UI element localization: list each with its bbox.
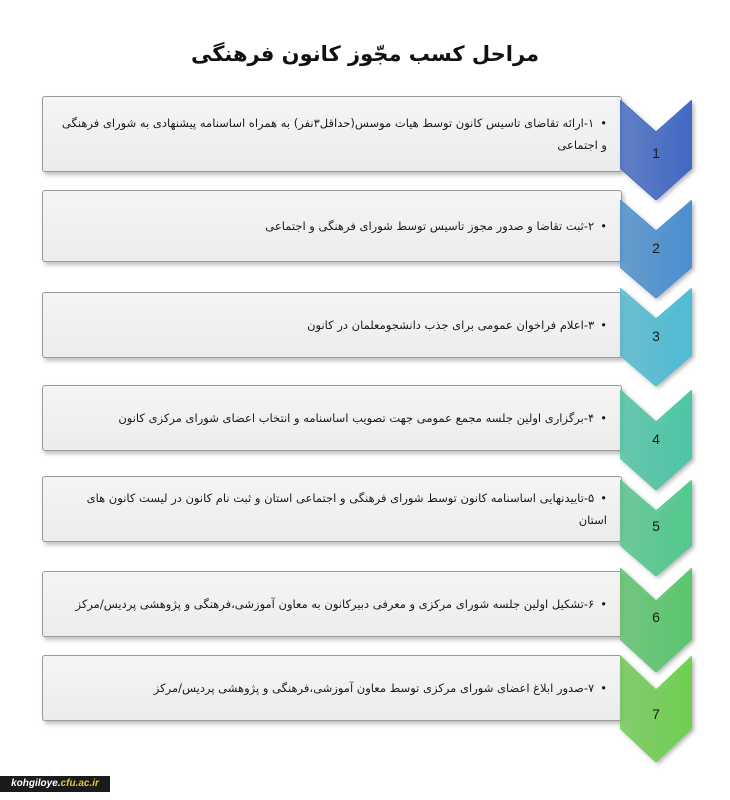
step-chevron-2 — [620, 200, 692, 298]
step-number: 3 — [652, 328, 660, 344]
step-text — [57, 677, 607, 699]
page-title: مراحل کسب مجّوز کانون فرهنگی — [190, 42, 540, 66]
step-box-7 — [42, 655, 622, 721]
step-box-1 — [42, 96, 622, 172]
step-box-6 — [42, 571, 622, 637]
step-number: 1 — [652, 145, 660, 161]
step-box-2 — [42, 190, 622, 262]
step-chevron-7 — [620, 656, 692, 762]
step-number: 5 — [652, 518, 660, 534]
bullet-icon: • — [600, 411, 607, 425]
bullet-icon: • — [600, 318, 607, 332]
step-text — [57, 314, 607, 336]
step-label: ۶-تشکیل اولین جلسه شورای مرکزی و معرفی دبیرکانون به معاون آموزشی،فرهنگی و پژوهشی پردیس/مرکز — [75, 597, 595, 611]
step-label: ۵-تاییدنهایی اساسنامه کانون توسط شورای فرهنگی و اجتماعی استان و ثبت نام کانون در لیست کانون های استان — [86, 491, 607, 527]
step-label: ۳-اعلام فراخوان عمومی برای جذب دانشجومعلمان در کانون — [307, 318, 595, 332]
step-chevron-1 — [620, 100, 692, 200]
bullet-icon: • — [600, 597, 607, 611]
step-number: 7 — [652, 706, 660, 722]
bullet-icon: • — [600, 491, 607, 505]
step-chevron-4 — [620, 390, 692, 490]
step-text — [57, 215, 607, 237]
step-text — [57, 487, 607, 531]
step-box-4 — [42, 385, 622, 451]
step-label: ۷-صدور ابلاغ اعضای شورای مرکزی توسط معاون آموزشی،فرهنگی و پژوهشی پردیس/مرکز — [153, 681, 595, 695]
step-box-3 — [42, 292, 622, 358]
step-label: ۱-ارائه تقاضای تاسیس کانون توسط هیات موسس(حداقل۳نفر) به همراه اساسنامه پیشنهادی به شورای فرهنگی و اجتماعی — [61, 116, 607, 152]
step-text — [57, 407, 607, 429]
step-text — [57, 112, 607, 156]
site-watermark: kohgiloye.cfu.ac.ir — [0, 776, 110, 792]
bullet-icon: • — [600, 681, 607, 695]
step-number: 6 — [652, 609, 660, 625]
step-chevron-5 — [620, 480, 692, 576]
bullet-icon: • — [600, 219, 607, 233]
step-chevron-3 — [620, 288, 692, 386]
step-box-5 — [42, 476, 622, 542]
bullet-icon: • — [600, 116, 607, 130]
step-number: 2 — [652, 240, 660, 256]
step-label: ۴-برگزاری اولین جلسه مجمع عمومی جهت تصویب اساسنامه و انتخاب اعضای شورای مرکزی کانون — [118, 411, 595, 425]
step-text — [57, 593, 607, 615]
step-label: ۲-ثبت تقاضا و صدور مجوز تاسیس توسط شورای فرهنگی و اجتماعی — [265, 219, 595, 233]
step-number: 4 — [652, 431, 660, 447]
